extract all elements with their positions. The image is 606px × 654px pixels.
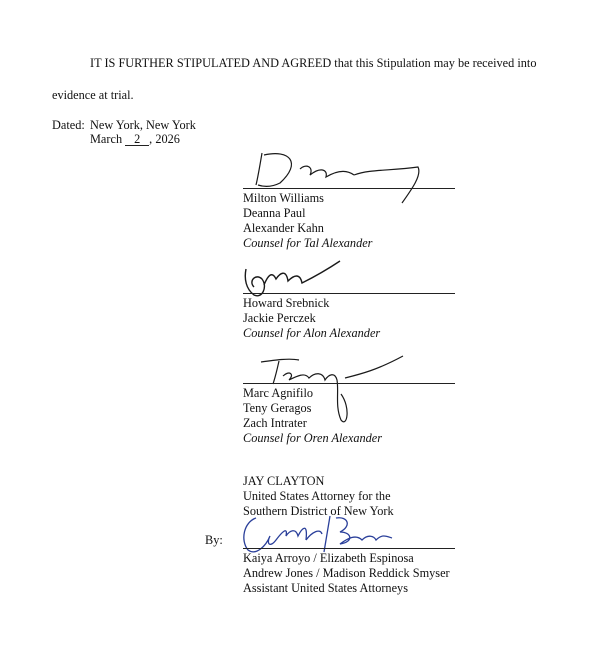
dated-month: March bbox=[90, 132, 123, 146]
signature-line-1 bbox=[243, 188, 455, 189]
by-label: By: bbox=[205, 533, 223, 547]
signatory-1-name-3: Alexander Kahn bbox=[243, 221, 324, 235]
dated-date bbox=[90, 132, 180, 146]
stipulation-text-line1: IT IS FURTHER STIPULATED AND AGREED that this Stipulation may be received into bbox=[90, 56, 537, 70]
signatory-2-role: Counsel for Alon Alexander bbox=[243, 326, 381, 340]
us-attorney-title-1: United States Attorney for the bbox=[243, 489, 391, 503]
signature-line-2 bbox=[243, 293, 455, 294]
government-names-3: Assistant United States Attorneys bbox=[243, 581, 408, 595]
dated-place: New York, New York bbox=[90, 118, 196, 132]
us-attorney-title-2: Southern District of New York bbox=[243, 504, 394, 518]
signatory-3-name-3: Zach Intrater bbox=[243, 416, 307, 430]
signatory-3-name-1: Marc Agnifilo bbox=[243, 386, 314, 400]
signatory-3-name-2: Teny Geragos bbox=[243, 401, 312, 415]
dated-year: , 2026 bbox=[149, 132, 180, 146]
government-names-1: Kaiya Arroyo / Elizabeth Espinosa bbox=[243, 551, 414, 565]
signatory-1-name-2: Deanna Paul bbox=[243, 206, 306, 220]
signatory-2-name-1: Howard Srebnick bbox=[243, 296, 330, 310]
signature-line-government bbox=[243, 548, 455, 549]
signature-line-3 bbox=[243, 383, 455, 384]
signatory-2-name-2: Jackie Perczek bbox=[243, 311, 316, 325]
stipulation-text-line2: evidence at trial. bbox=[52, 88, 134, 102]
government-names-2: Andrew Jones / Madison Reddick Smyser bbox=[243, 566, 450, 580]
signatory-3-role: Counsel for Oren Alexander bbox=[243, 431, 383, 445]
signatory-1-name-1: Milton Williams bbox=[243, 191, 324, 205]
dated-day: 2 bbox=[125, 133, 149, 146]
dated-label: Dated: bbox=[52, 118, 85, 132]
signatory-1-role: Counsel for Tal Alexander bbox=[243, 236, 373, 250]
us-attorney-name: JAY CLAYTON bbox=[243, 474, 325, 488]
